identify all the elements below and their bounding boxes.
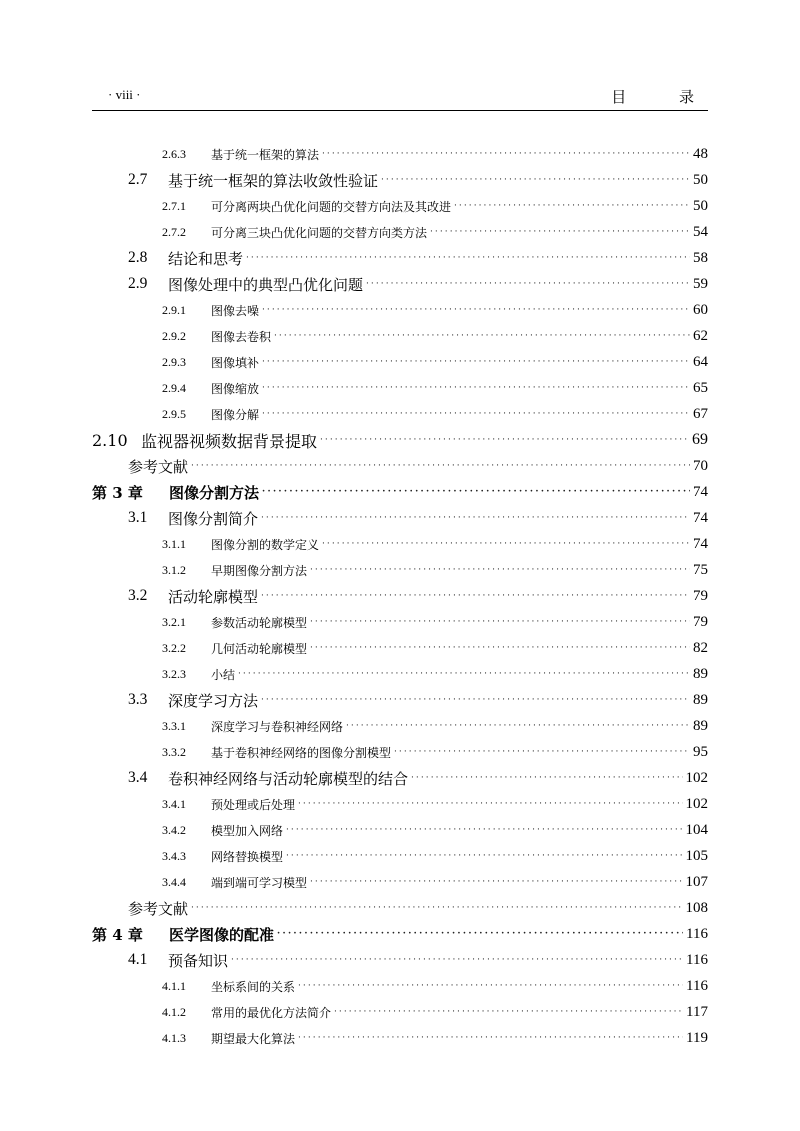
toc-entry-number: 第 4 章 [92,925,143,944]
toc-entry[interactable] [92,817,708,843]
dot-leader [238,661,690,687]
toc-entry-number: 2.7.2 [162,224,186,239]
toc-entry-title: 参数活动轮廓模型 [211,615,308,630]
toc-entry-page-number: 74 [693,483,708,500]
toc-entry[interactable] [92,453,708,479]
table-of-contents [92,141,708,1051]
toc-entry-title: 图像分割简介 [168,509,259,528]
toc-entry-number: 第 3 章 [92,483,143,502]
toc-entry-title: 图像处理中的典型凸优化问题 [168,275,364,294]
toc-entry-number: 4.1.2 [162,1004,186,1019]
toc-entry-number: 2.9.3 [162,354,186,369]
toc-entry-page-number: 116 [686,951,708,968]
dot-leader [277,921,683,947]
toc-entry[interactable] [92,271,708,297]
dot-leader [261,583,690,609]
toc-entry-number: 2.10 [92,430,128,450]
dot-leader [310,869,682,895]
toc-entry-page-number: 105 [685,847,708,864]
dot-leader [454,193,690,219]
toc-entry-page-number: 89 [693,691,708,708]
toc-entry[interactable] [92,193,708,219]
toc-entry-title: 几何活动轮廓模型 [211,641,308,656]
dot-leader [262,479,690,505]
toc-entry-title: 基于统一框架的算法收敛性验证 [168,171,379,190]
dot-leader [262,401,690,427]
toc-entry-title: 小结 [211,667,236,682]
toc-entry-page-number: 117 [686,1003,708,1020]
toc-entry[interactable] [92,427,708,453]
toc-entry-title: 图像分割的数学定义 [211,537,320,552]
toc-entry-page-number: 102 [685,769,708,786]
toc-entry-page-number: 69 [692,431,708,448]
toc-entry-number: 2.9.1 [162,302,186,317]
toc-entry-page-number: 89 [693,665,708,682]
toc-entry-number: 2.8 [128,249,148,266]
dot-leader [261,505,690,531]
dot-leader [366,271,690,297]
dot-leader [262,349,690,375]
toc-entry-number: 2.9.5 [162,406,186,421]
toc-entry-page-number: 65 [693,379,708,396]
toc-entry[interactable] [92,167,708,193]
dot-leader [310,635,690,661]
toc-entry-number: 3.1.1 [162,536,186,551]
toc-entry[interactable] [92,843,708,869]
toc-entry-title: 基于卷积神经网络的图像分割模型 [211,745,392,760]
toc-entry-title: 图像去噪 [211,303,260,318]
dot-leader [191,895,682,921]
toc-entry-title: 端到端可学习模型 [211,875,308,890]
toc-entry-title: 预备知识 [168,951,229,970]
toc-entry[interactable] [92,531,708,557]
toc-entry-title: 常用的最优化方法简介 [211,1005,332,1020]
dot-leader [262,375,690,401]
toc-entry-page-number: 107 [685,873,708,890]
toc-entry[interactable] [92,921,708,947]
toc-entry-title: 图像分割方法 [169,483,260,502]
dot-leader [261,687,690,713]
toc-entry-number: 2.9.4 [162,380,186,395]
toc-entry-page-number: 108 [685,899,708,916]
toc-entry[interactable] [92,349,708,375]
toc-entry[interactable] [92,869,708,895]
toc-entry[interactable] [92,895,708,921]
dot-leader [310,609,690,635]
toc-entry-page-number: 59 [693,275,708,292]
toc-entry-page-number: 102 [685,795,708,812]
toc-entry-number: 3.3.1 [162,718,186,733]
toc-entry[interactable] [92,999,708,1025]
toc-entry-page-number: 58 [693,249,708,266]
toc-entry-page-number: 116 [686,925,708,942]
dot-leader [411,765,682,791]
toc-entry-title: 图像填补 [211,355,260,370]
dot-leader [310,557,690,583]
toc-entry-page-number: 89 [693,717,708,734]
toc-entry-page-number: 82 [693,639,708,656]
toc-entry-page-number: 75 [693,561,708,578]
toc-entry[interactable] [92,947,708,973]
toc-entry-number: 2.9.2 [162,328,186,343]
toc-entry[interactable] [92,297,708,323]
toc-entry-page-number: 54 [693,223,708,240]
dot-leader [262,297,690,323]
dot-leader [246,245,690,271]
toc-entry-page-number: 62 [693,327,708,344]
toc-entry-page-number: 74 [693,509,708,526]
toc-entry-number: 4.1.1 [162,978,186,993]
dot-leader [430,219,690,245]
toc-entry[interactable] [92,245,708,271]
toc-entry[interactable] [92,713,708,739]
toc-entry-number: 3.1.2 [162,562,186,577]
toc-entry-number: 3.3 [128,691,148,708]
toc-entry-page-number: 50 [693,197,708,214]
dot-leader [322,531,690,557]
toc-entry-number: 3.2 [128,587,148,604]
toc-entry[interactable] [92,609,708,635]
toc-entry-number: 4.1 [128,951,148,968]
dot-leader [346,713,690,739]
toc-entry[interactable] [92,479,708,505]
toc-entry-number: 3.1 [128,509,148,526]
toc-entry-number: 3.3.2 [162,744,186,759]
dot-leader [334,999,683,1025]
toc-entry-title: 模型加入网络 [211,823,284,838]
toc-entry[interactable] [92,1025,708,1051]
toc-entry-title: 卷积神经网络与活动轮廓模型的结合 [168,769,409,788]
running-title: 目 录 [611,88,718,106]
toc-entry[interactable] [92,323,708,349]
toc-entry-number: 2.7.1 [162,198,186,213]
toc-entry-page-number: 79 [693,613,708,630]
dot-leader [286,843,682,869]
toc-entry-number: 2.9 [128,275,148,292]
toc-entry[interactable] [92,635,708,661]
toc-entry-title: 基于统一框架的算法 [211,147,320,162]
toc-entry-title: 预处理或后处理 [211,797,296,812]
toc-entry-title: 医学图像的配准 [169,925,275,944]
toc-entry-title: 深度学习与卷积神经网络 [211,719,344,734]
toc-entry-page-number: 79 [693,587,708,604]
toc-entry-title: 深度学习方法 [168,691,259,710]
toc-entry-title: 期望最大化算法 [211,1031,296,1046]
toc-entry-number: 3.4.2 [162,822,186,837]
dot-leader [394,739,690,765]
toc-entry-title: 图像缩放 [211,381,260,396]
toc-entry-number: 3.2.3 [162,666,186,681]
toc-entry-page-number: 95 [693,743,708,760]
toc-entry[interactable] [92,401,708,427]
page-header [92,84,718,111]
toc-entry-number: 3.4.3 [162,848,186,863]
toc-entry-number: 3.4 [128,769,148,786]
toc-entry-title: 网络替换模型 [211,849,284,864]
toc-entry-title: 早期图像分割方法 [211,563,308,578]
toc-entry-page-number: 119 [686,1029,708,1046]
toc-entry-number: 3.2.1 [162,614,186,629]
dot-leader [191,453,690,479]
toc-entry-title: 结论和思考 [168,249,244,268]
toc-entry[interactable] [92,583,708,609]
toc-entry-page-number: 104 [685,821,708,838]
dot-leader [381,167,690,193]
dot-leader [322,141,690,167]
toc-entry-title: 参考文献 [128,899,189,918]
toc-entry[interactable] [92,973,708,999]
toc-entry-title: 图像分解 [211,407,260,422]
toc-entry-page-number: 70 [693,457,708,474]
toc-entry[interactable] [92,791,708,817]
dot-leader [274,323,690,349]
dot-leader [298,973,683,999]
toc-entry-title: 可分离两块凸优化问题的交替方向法及其改进 [211,199,452,214]
toc-entry-page-number: 50 [693,171,708,188]
toc-entry-number: 2.7 [128,171,148,188]
toc-entry-page-number: 48 [693,145,708,162]
toc-entry-number: 4.1.3 [162,1030,186,1045]
toc-entry-title: 参考文献 [128,457,189,476]
toc-entry-title: 坐标系间的关系 [211,979,296,994]
toc-entry[interactable] [92,661,708,687]
toc-entry-title: 监视器视频数据背景提取 [141,431,318,451]
dot-leader [298,791,682,817]
toc-entry-number: 3.4.4 [162,874,186,889]
toc-entry[interactable] [92,141,708,167]
dot-leader [231,947,683,973]
toc-entry-title: 图像去卷积 [211,329,272,344]
toc-entry[interactable] [92,375,708,401]
dot-leader [320,427,689,453]
toc-entry[interactable] [92,219,708,245]
toc-entry-page-number: 60 [693,301,708,318]
toc-entry[interactable] [92,687,708,713]
toc-entry-number: 2.6.3 [162,146,186,161]
dot-leader [298,1025,683,1051]
toc-entry-page-number: 74 [693,535,708,552]
toc-entry[interactable] [92,739,708,765]
dot-leader [286,817,682,843]
toc-entry-number: 3.2.2 [162,640,186,655]
toc-entry-page-number: 116 [686,977,708,994]
toc-entry-page-number: 64 [693,353,708,370]
toc-entry-number: 3.4.1 [162,796,186,811]
toc-entry-title: 可分离三块凸优化问题的交替方向类方法 [211,225,428,240]
toc-entry-title: 活动轮廓模型 [168,587,259,606]
toc-entry[interactable] [92,505,708,531]
page-number-label: · viii · [108,87,141,102]
toc-entry[interactable] [92,765,708,791]
toc-entry-page-number: 67 [693,405,708,422]
toc-entry[interactable] [92,557,708,583]
